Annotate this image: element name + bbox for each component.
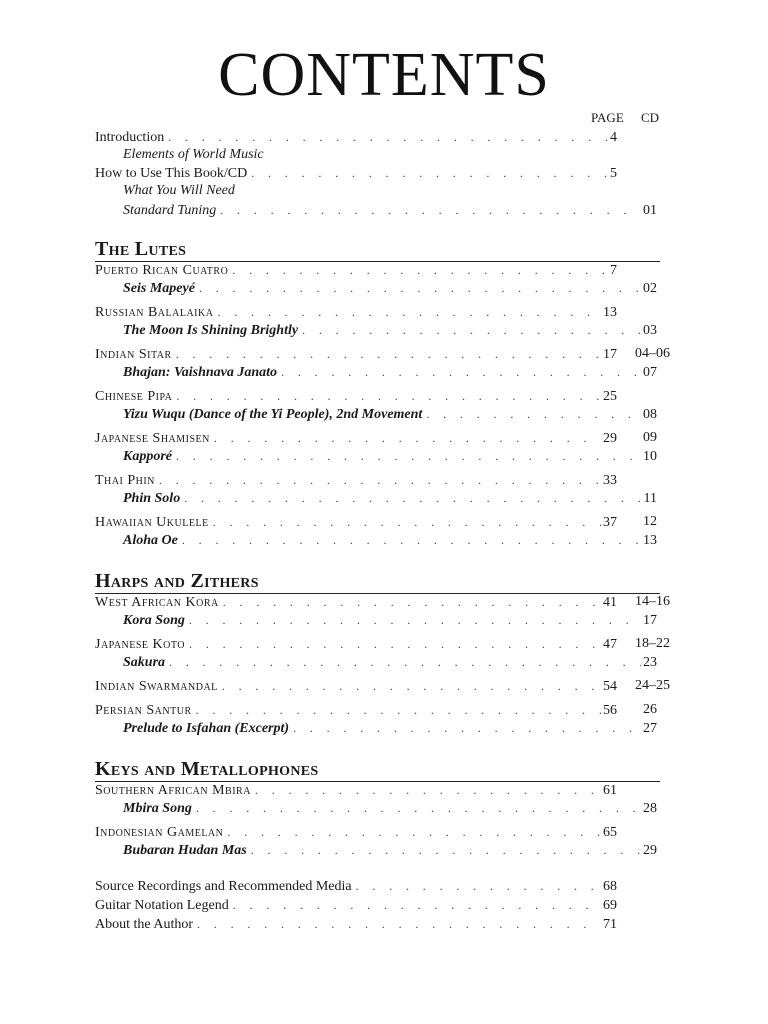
cd-track-number: 14–16	[635, 594, 670, 609]
leader-dots	[196, 701, 601, 719]
page-number: 5	[610, 166, 617, 181]
page-number: 54	[603, 679, 617, 694]
section-heading-harps: Harps and Zithers	[95, 570, 259, 592]
leader-dots	[251, 164, 608, 182]
page-number: 13	[603, 305, 617, 320]
toc-entry-japanese-shamisen[interactable]	[95, 429, 617, 447]
leader-dots	[293, 719, 641, 737]
cd-track-number: 18–22	[635, 636, 670, 651]
leader-dots	[176, 345, 601, 363]
section-heading-keys: Keys and Metallophones	[95, 758, 319, 780]
entry-label: Thai Phin	[95, 473, 155, 488]
toc-subentry-phin-solo[interactable]	[123, 489, 657, 507]
page-number: 65	[603, 825, 617, 840]
toc-entry-indonesian-gamelan[interactable]	[95, 823, 617, 841]
cd-track-number: 27	[643, 721, 657, 736]
leader-dots	[214, 429, 601, 447]
cd-track-number: 13	[643, 533, 657, 548]
cd-track-number: 24–25	[635, 678, 670, 693]
toc-entry-how-to-use[interactable]	[95, 164, 617, 182]
toc-subentry-kora-song[interactable]	[123, 611, 657, 629]
toc-subentry-mbira-song[interactable]	[123, 799, 657, 817]
entry-label: Source Recordings and Recommended Media	[95, 879, 352, 894]
leader-dots	[232, 261, 608, 279]
page-number: 47	[603, 637, 617, 652]
toc-subentry-elements[interactable]: Elements of World Music	[123, 147, 264, 162]
entry-label: About the Author	[95, 917, 193, 932]
cd-track-number: 08	[643, 407, 657, 422]
leader-dots	[168, 128, 608, 146]
toc-entry-indian-swarmandal[interactable]	[95, 677, 617, 695]
leader-dots	[356, 877, 601, 895]
cd-column-header: CD	[641, 110, 660, 125]
page-number: 33	[603, 473, 617, 488]
entry-label: Introduction	[95, 130, 165, 145]
leader-dots	[189, 635, 601, 653]
entry-label: West African Kora	[95, 595, 219, 610]
toc-subentry-moon-shining[interactable]	[123, 321, 657, 339]
entry-label: Yizu Wuqu (Dance of the Yi People), 2nd Movement	[123, 407, 423, 422]
leader-dots	[426, 405, 641, 423]
cd-track-number: 29	[643, 843, 657, 858]
page-number: 29	[603, 431, 617, 446]
page-number: 61	[603, 783, 617, 798]
cd-track-number: 03	[643, 323, 657, 338]
toc-subentry-what-you-need[interactable]: What You Will Need	[123, 183, 235, 198]
leader-dots	[184, 489, 641, 507]
cd-track-number: 09	[643, 430, 657, 445]
toc-subentry-sakura[interactable]	[123, 653, 657, 671]
cd-track-number: 17	[643, 613, 657, 628]
cd-track-number: 12	[643, 514, 657, 529]
entry-label: Guitar Notation Legend	[95, 898, 229, 913]
toc-entry-about-author[interactable]	[95, 915, 617, 933]
page-number: 17	[603, 347, 617, 362]
page-number: 41	[603, 595, 617, 610]
entry-label: Kora Song	[123, 613, 185, 628]
toc-subentry-bhajan[interactable]	[123, 363, 657, 381]
toc-subentry-aloha-oe[interactable]	[123, 531, 657, 549]
leader-dots	[176, 447, 641, 465]
entry-label: Russian Balalaika	[95, 305, 214, 320]
entry-label: Bubaran Hudan Mas	[123, 843, 247, 858]
leader-dots	[281, 363, 641, 381]
leader-dots	[196, 799, 641, 817]
cd-track-number: 23	[643, 655, 657, 670]
entry-label: Sakura	[123, 655, 166, 670]
entry-label: Prelude to Isfahan (Excerpt)	[123, 721, 290, 736]
toc-subentry-bubaran[interactable]	[123, 841, 657, 859]
toc-entry-notation-legend[interactable]	[95, 896, 617, 914]
leader-dots	[223, 593, 601, 611]
entry-label: Hawaiian Ukulele	[95, 515, 209, 530]
leader-dots	[199, 279, 641, 297]
entry-label: Kapporé	[123, 449, 172, 464]
toc-subentry-yizu-wuqu[interactable]	[123, 405, 657, 423]
page-column-header: PAGE	[591, 110, 624, 125]
entry-label: Indonesian Gamelan	[95, 825, 224, 840]
entry-label: Japanese Koto	[95, 637, 186, 652]
cd-track-number: 26	[643, 702, 657, 717]
toc-entry-russian-balalaika[interactable]	[95, 303, 617, 321]
toc-entry-thai-phin[interactable]	[95, 471, 617, 489]
leader-dots	[302, 321, 641, 339]
entry-label: How to Use This Book/CD	[95, 166, 248, 181]
entry-label: Japanese Shamisen	[95, 431, 210, 446]
page-number: 37	[603, 515, 617, 530]
leader-dots	[169, 653, 641, 671]
page-number: 69	[603, 898, 617, 913]
entry-label: Puerto Rican Cuatro	[95, 263, 229, 278]
toc-entry-japanese-koto[interactable]	[95, 635, 617, 653]
toc-entry-puerto-rican-cuatro[interactable]	[95, 261, 617, 279]
cd-track-number: 10	[643, 449, 657, 464]
entry-label: Southern African Mbira	[95, 783, 251, 798]
leader-dots	[159, 471, 601, 489]
toc-entry-hawaiian-ukulele[interactable]	[95, 513, 617, 531]
leader-dots	[255, 781, 601, 799]
toc-entry-source-recordings[interactable]	[95, 877, 617, 895]
cd-track-number: 04–06	[635, 346, 670, 361]
entry-label: Phin Solo	[123, 491, 181, 506]
page-number: 56	[603, 703, 617, 718]
entry-label: Aloha Oe	[123, 533, 178, 548]
leader-dots	[233, 896, 601, 914]
cd-track-number: 11	[643, 491, 657, 506]
entry-label: Persian Santur	[95, 703, 192, 718]
toc-entry-west-african-kora[interactable]	[95, 593, 617, 611]
entry-label: Standard Tuning	[123, 203, 217, 218]
toc-subentry-prelude-isfahan[interactable]	[123, 719, 657, 737]
entry-label: Bhajan: Vaishnava Janato	[123, 365, 278, 380]
cd-track-number: 01	[643, 203, 657, 218]
toc-entry-southern-african-mbira[interactable]	[95, 781, 617, 799]
toc-subentry-seis-mapeye[interactable]	[123, 279, 657, 297]
toc-entry-chinese-pipa[interactable]	[95, 387, 617, 405]
toc-entry-indian-sitar[interactable]	[95, 345, 617, 363]
leader-dots	[227, 823, 601, 841]
page-title: CONTENTS	[218, 41, 550, 109]
leader-dots	[189, 611, 641, 629]
cd-track-number: 28	[643, 801, 657, 816]
entry-label: Chinese Pipa	[95, 389, 173, 404]
page-number: 4	[610, 130, 617, 145]
entry-label: Seis Mapeyé	[123, 281, 195, 296]
leader-dots	[197, 915, 601, 933]
leader-dots	[217, 303, 601, 321]
leader-dots	[222, 677, 601, 695]
page-number: 71	[603, 917, 617, 932]
toc-subentry-kappore[interactable]	[123, 447, 657, 465]
entry-label: Indian Sitar	[95, 347, 172, 362]
leader-dots	[251, 841, 641, 859]
toc-entry-persian-santur[interactable]	[95, 701, 617, 719]
page-number: 7	[610, 263, 617, 278]
entry-label: Indian Swarmandal	[95, 679, 218, 694]
toc-subentry-standard-tuning[interactable]	[123, 201, 657, 219]
leader-dots	[176, 387, 601, 405]
section-heading-lutes: The Lutes	[95, 238, 187, 260]
entry-label: The Moon Is Shining Brightly	[123, 323, 299, 338]
cd-track-number: 02	[643, 281, 657, 296]
page-number: 25	[603, 389, 617, 404]
entry-label: Mbira Song	[123, 801, 192, 816]
leader-dots	[182, 531, 641, 549]
leader-dots	[213, 513, 601, 531]
toc-entry-introduction[interactable]	[95, 128, 617, 146]
cd-track-number: 07	[643, 365, 657, 380]
page-number: 68	[603, 879, 617, 894]
leader-dots	[220, 201, 641, 219]
